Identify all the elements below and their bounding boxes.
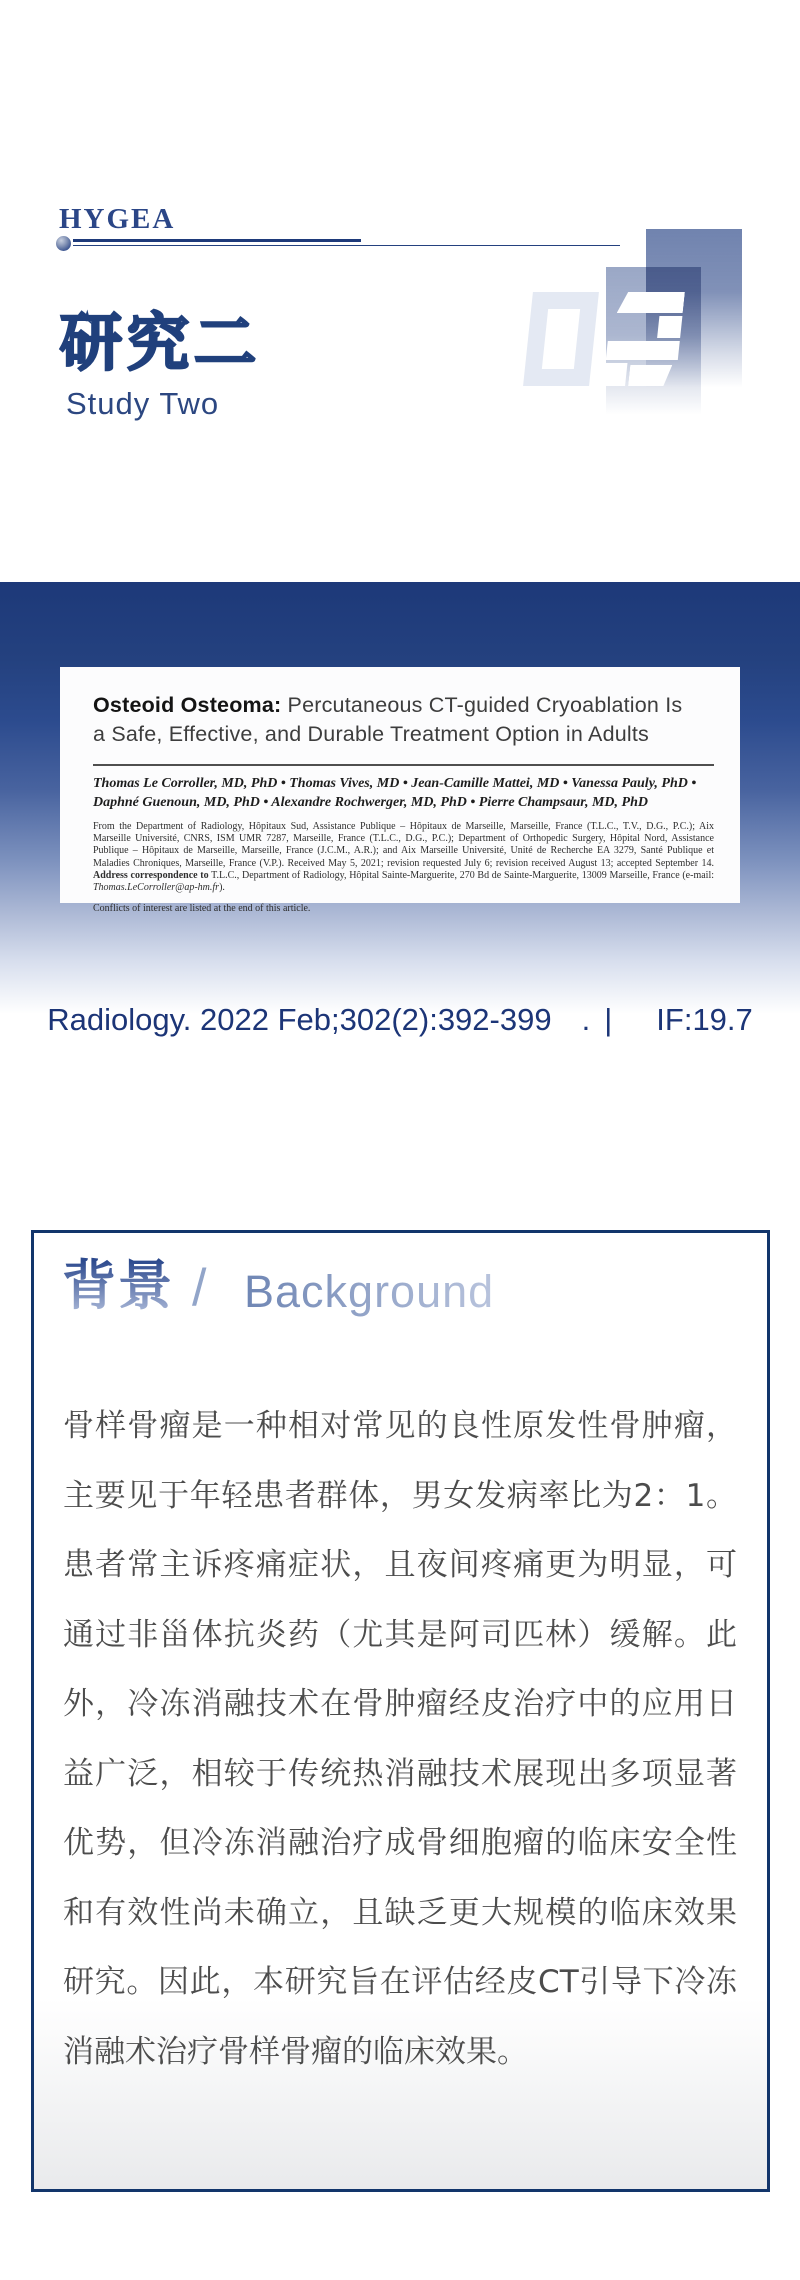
paper-title-rule <box>93 764 714 766</box>
paragraph-line: 患者常主诉疼痛症状，且夜间疼痛更为明显，可 <box>63 1547 737 1583</box>
paper-title-line2: a Safe, Effective, and Durable Treatment Option in Adults <box>93 722 649 746</box>
brand-dot-icon <box>56 236 71 251</box>
brand-logo: HYGEA <box>59 203 176 235</box>
paper-affiliation <box>93 821 714 894</box>
affiliation-email: Thomas.LeCorroller@ap-hm.fr <box>93 882 220 894</box>
paper-title-line1-rest: Percutaneous CT-guided Cryoablation Is <box>281 693 683 717</box>
affiliation-text-2: T.L.C., Department of Radiology, Hôpital Sainte-Marguerite, 270 Bd de Sainte-Marguerite, 13009 Marseille, France (e-mail: <box>208 869 715 881</box>
paper-screenshot-card <box>60 667 740 915</box>
section-number-graphic <box>520 220 760 430</box>
paragraph-line: 消融术治疗骨样骨瘤的临床效果。 <box>63 2033 528 2070</box>
background-heading-slash: / <box>192 1259 207 1317</box>
section-title-en: Study Two <box>66 386 220 421</box>
paper-conflicts-note: Conflicts of interest are listed at the end of this article. <box>93 903 311 915</box>
paper-authors-line1: Thomas Le Corroller, MD, PhD • Thomas Vives, MD • Jean-Camille Mattei, MD • Vanessa Pauly, PhD • <box>93 776 697 791</box>
paragraph-line: 骨样骨瘤是一种相对常见的良性原发性骨肿瘤， <box>63 1408 737 1444</box>
affiliation-correspondence-label: Address correspondence to <box>93 869 209 881</box>
section-title-zh: 研究二 <box>60 306 262 379</box>
citation-impact-factor: IF:19.7 <box>656 1002 753 1037</box>
paper-title-line1 <box>93 691 714 720</box>
paragraph-line: 和有效性尚未确立，且缺乏更大规模的临床效果 <box>63 1894 737 1931</box>
affiliation-text: From the Department of Radiology, Hôpitaux Sud, Assistance Publique – Hôpitaux de Marseille, Marseille, France (T.L.C., T.V., D.G., P.C.); Aix Marseille Université, CNRS, ISM UMR 7287, Marseille, France (T.L.C., D.G., P.C.); Department of Orthopedic Surgery, Hôpital Nord, Assistance Publique – Hôpitaux de Marseille, Marseille, France (J.C.M., A.R.); and Aix Marseille Université, Unité de Recherche EA 3279, Santé Publique et Maladies Chroniques, Marseille, France (V.P.). Received May 5, 2021; revision requested July 6; revision received August 13; accepted September 14. <box>93 821 714 869</box>
affiliation-text-3: ). <box>219 882 225 894</box>
background-heading-zh: 背景 <box>62 1254 174 1317</box>
paper-title <box>93 691 714 749</box>
citation-line <box>0 1002 800 1038</box>
paper-authors <box>93 775 714 812</box>
citation-dot-separator: . <box>581 1002 591 1037</box>
paper-title-bold: Osteoid Osteoma: <box>93 693 282 717</box>
citation-bar-separator: | <box>604 1002 613 1037</box>
paragraph-line: 研究。因此，本研究旨在评估经皮CT引导下冷冻 <box>63 1964 737 2000</box>
section-number-digit-zero <box>523 292 599 386</box>
paragraph-line: 通过非甾体抗炎药（尤其是阿司匹林）缓解。此 <box>63 1616 737 1653</box>
paragraph-line: 主要见于年轻患者群体，男女发病率比为2：1。 <box>63 1477 737 1514</box>
background-paragraph <box>63 1392 737 2087</box>
paragraph-line: 益广泛，相较于传统热消融技术展现出多项显著 <box>63 1755 737 1792</box>
citation-journal-ref: Radiology. 2022 Feb;302(2):392-399 <box>47 1002 552 1037</box>
paper-authors-line2: Daphné Guenoun, MD, PhD • Alexandre Rochwerger, MD, PhD • Pierre Champsaur, MD, PhD <box>93 794 648 810</box>
background-heading-en: Background <box>244 1266 495 1317</box>
brand-divider-line-short <box>73 239 361 242</box>
paragraph-line: 优势，但冷冻消融治疗成骨细胞瘤的临床安全性 <box>63 1825 737 1861</box>
section-number-digit-two <box>603 292 685 386</box>
paragraph-line: 外，冷冻消融技术在骨肿瘤经皮治疗中的应用日 <box>63 1686 737 1722</box>
